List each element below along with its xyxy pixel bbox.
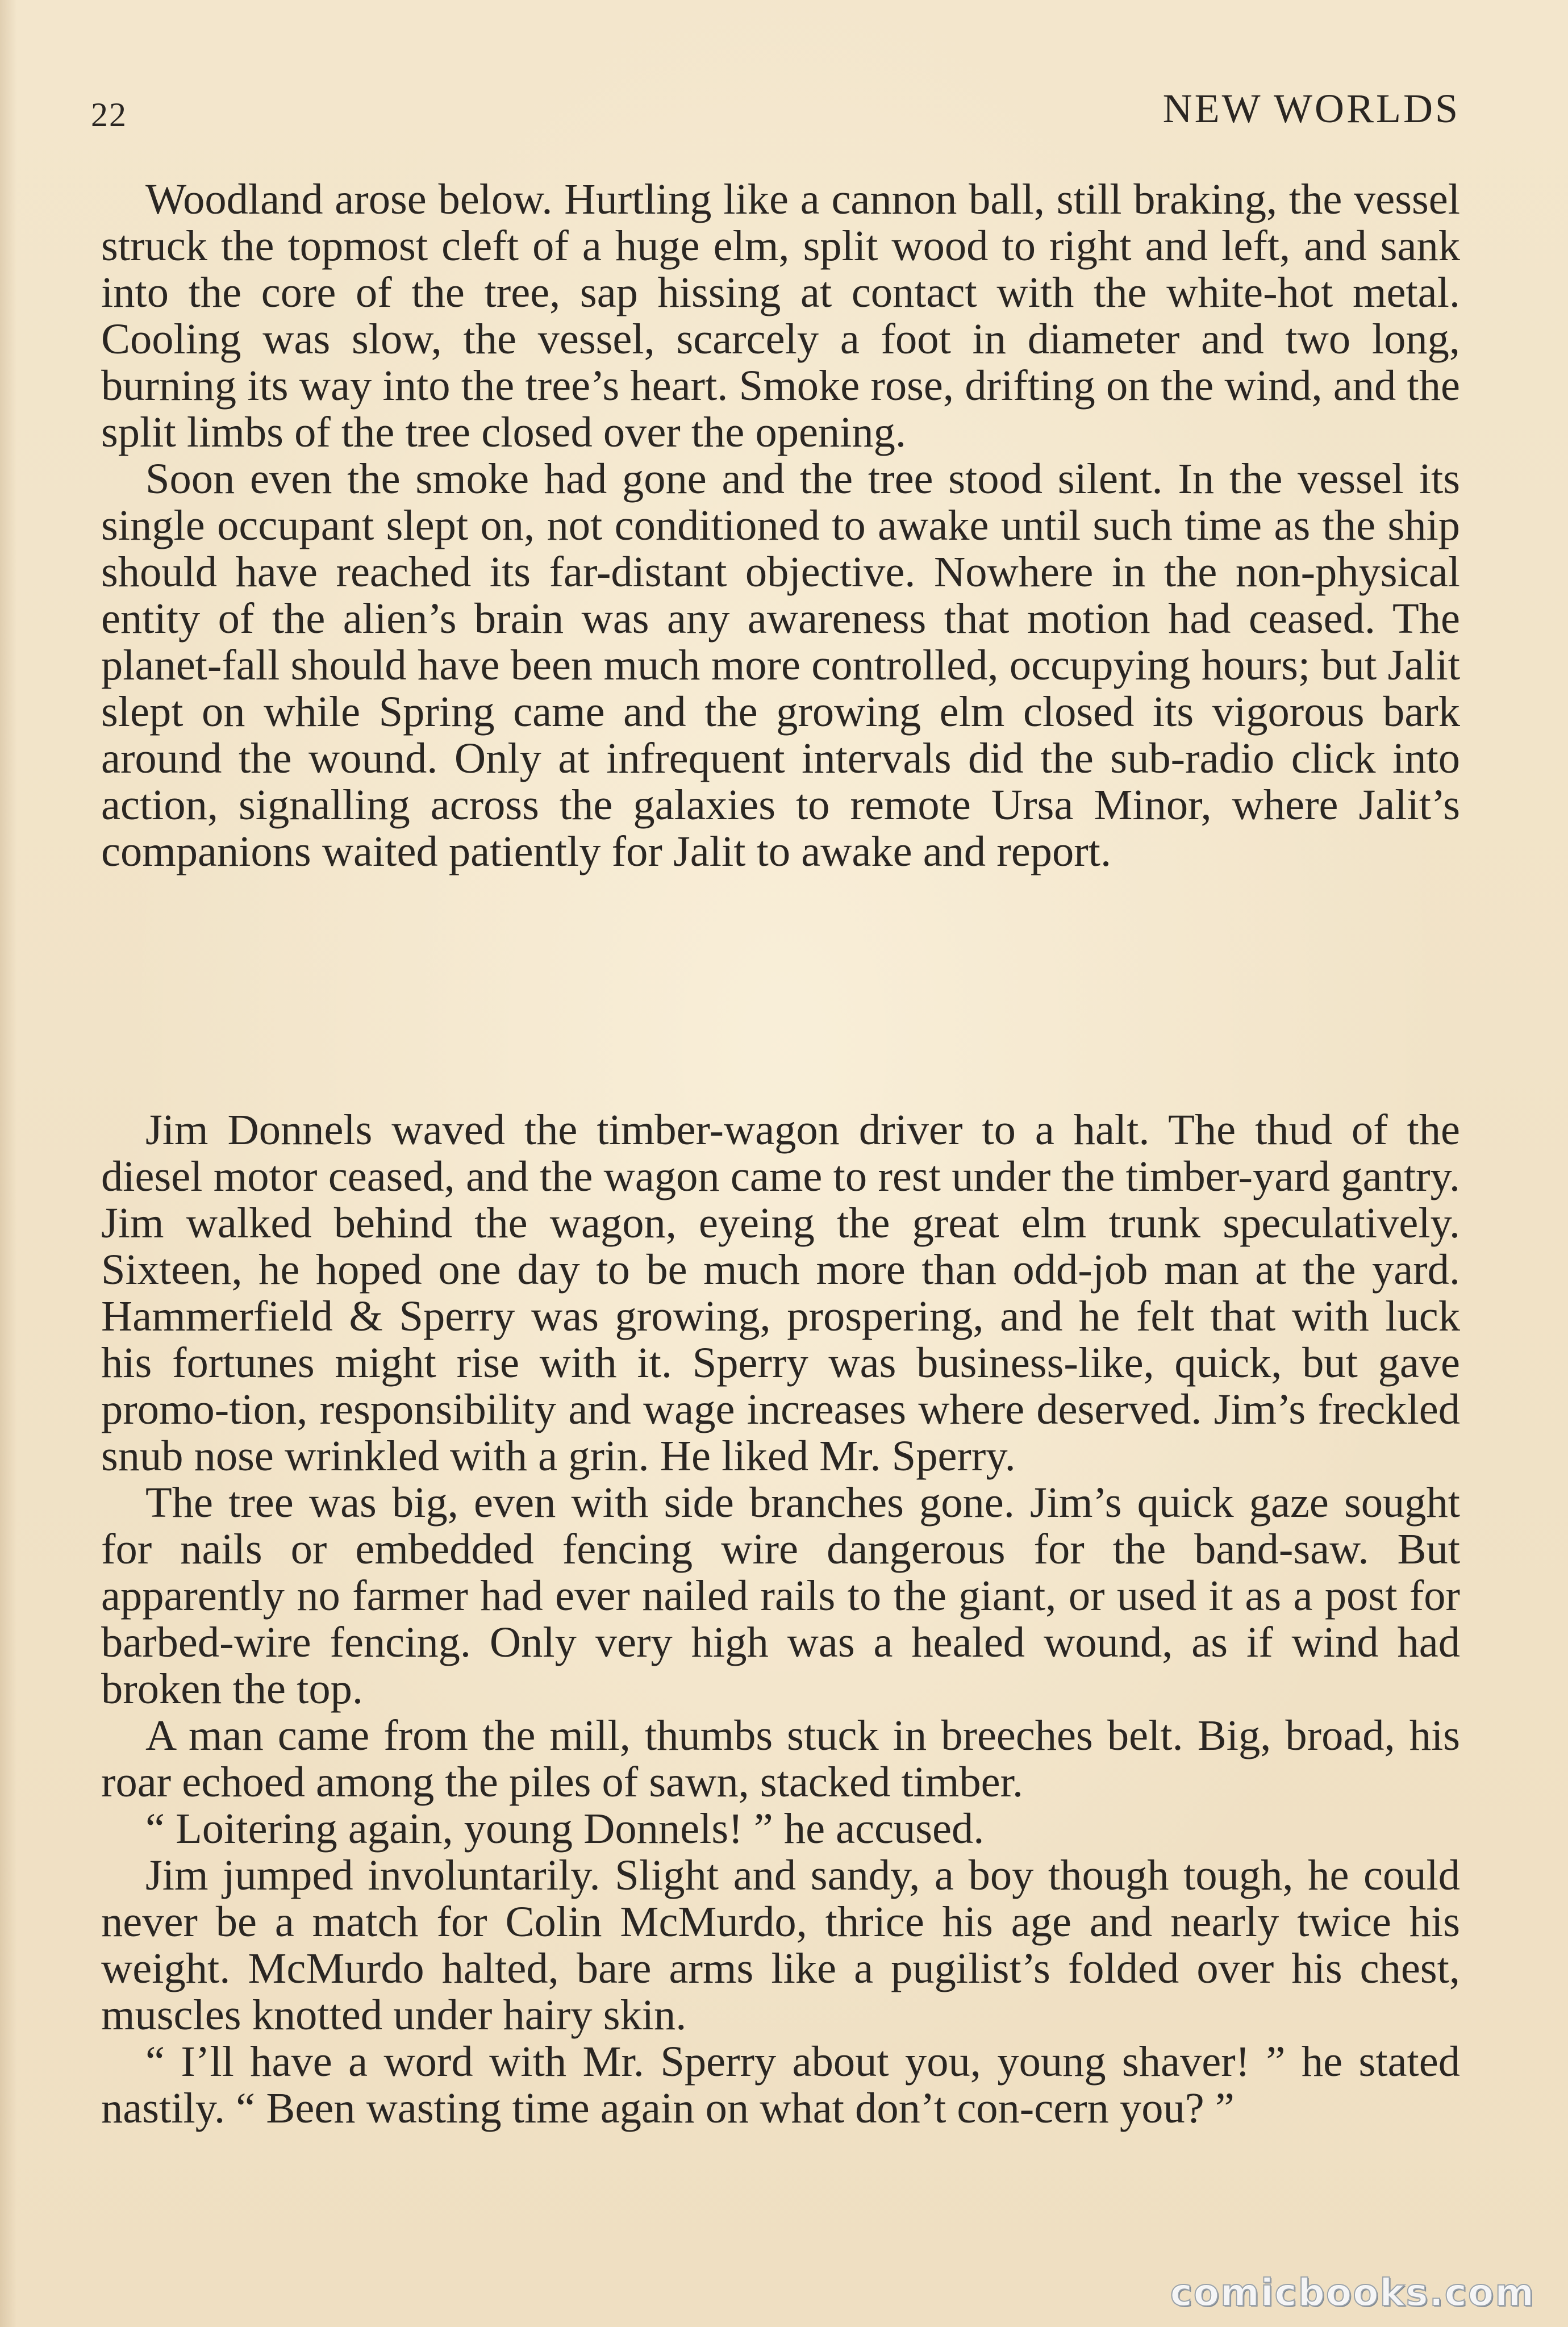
magazine-title: NEW WORLDS xyxy=(1162,86,1460,131)
paragraph: Jim jumped involuntarily. Slight and sandy, a boy though tough, he could never be a match for Colin McMurdo, thrice his age and nearly twice his weight. McMurdo halted, bare arms like a pugilist’s folded over his chest, muscles knotted under hairy skin. xyxy=(101,1851,1460,2039)
watermark: comicbooks.com xyxy=(1170,2271,1535,2315)
paragraph: Soon even the smoke had gone and the tree stood silent. In the vessel its single occupant slept on, not conditioned to awake until such time as the ship should have reached its far-distant objective. Nowhere in the non-physical entity of the alien’s brain was any awareness that motion had ceased. The planet-fall should have been much more controlled, occupying hours; but Jalit slept on while Spring came and the growing elm closed its vigorous bark around the wound. Only at infrequent intervals did the sub-radio click into action, signalling across the galaxies to remote Ursa Minor, where Jalit’s companions waited patiently for Jalit to awake and report. xyxy=(101,454,1460,875)
running-head xyxy=(91,85,1460,136)
story-section-1 xyxy=(101,176,1460,875)
page-edge-shadow xyxy=(0,0,17,2327)
paragraph: “ Loitering again, young Donnels! ” he accused. xyxy=(145,1804,985,1853)
paragraph: A man came from the mill, thumbs stuck in breeches belt. Big, broad, his roar echoed among the piles of sawn, stacked timber. xyxy=(101,1711,1460,1806)
paragraph: Jim Donnels waved the timber-wagon driver to a halt. The thud of the diesel motor ceased, and the wagon came to rest under the timber-yard gantry. Jim walked behind the wagon, eyeing the great elm trunk speculatively. Sixteen, he hoped one day to be much more than odd-job man at the yard. Hammerfield & Sperry was growing, prospering, and he felt that with luck his fortunes might rise with it. Sperry was business-like, quick, but gave promo-tion, responsibility and wage increases where deserved. Jim’s freckled snub nose wrinkled with a grin. He liked Mr. Sperry. xyxy=(101,1106,1460,1480)
paragraph: The tree was big, even with side branches gone. Jim’s quick gaze sought for nails or embedded fencing wire dangerous for the band-saw. But apparently no farmer had ever nailed rails to the giant, or used it as a post for barbed-wire fencing. Only very high was a healed wound, as if wind had broken the top. xyxy=(101,1478,1460,1713)
paragraph: “ I’ll have a word with Mr. Sperry about you, young shaver! ” he stated nastily. “ Been wasting time again on what don’t con-cern you? ” xyxy=(101,2037,1460,2132)
paragraph: Woodland arose below. Hurtling like a cannon ball, still braking, the vessel struck the topmost cleft of a huge elm, split wood to right and left, and sank into the core of the tree, sap hissing at contact with the white-hot metal. Cooling was slow, the vessel, scarcely a foot in diameter and two long, burning its way into the tree’s heart. Smoke rose, drifting on the wind, and the split limbs of the tree closed over the opening. xyxy=(101,175,1460,456)
story-section-2 xyxy=(101,1107,1460,2132)
page-number: 22 xyxy=(91,96,127,134)
